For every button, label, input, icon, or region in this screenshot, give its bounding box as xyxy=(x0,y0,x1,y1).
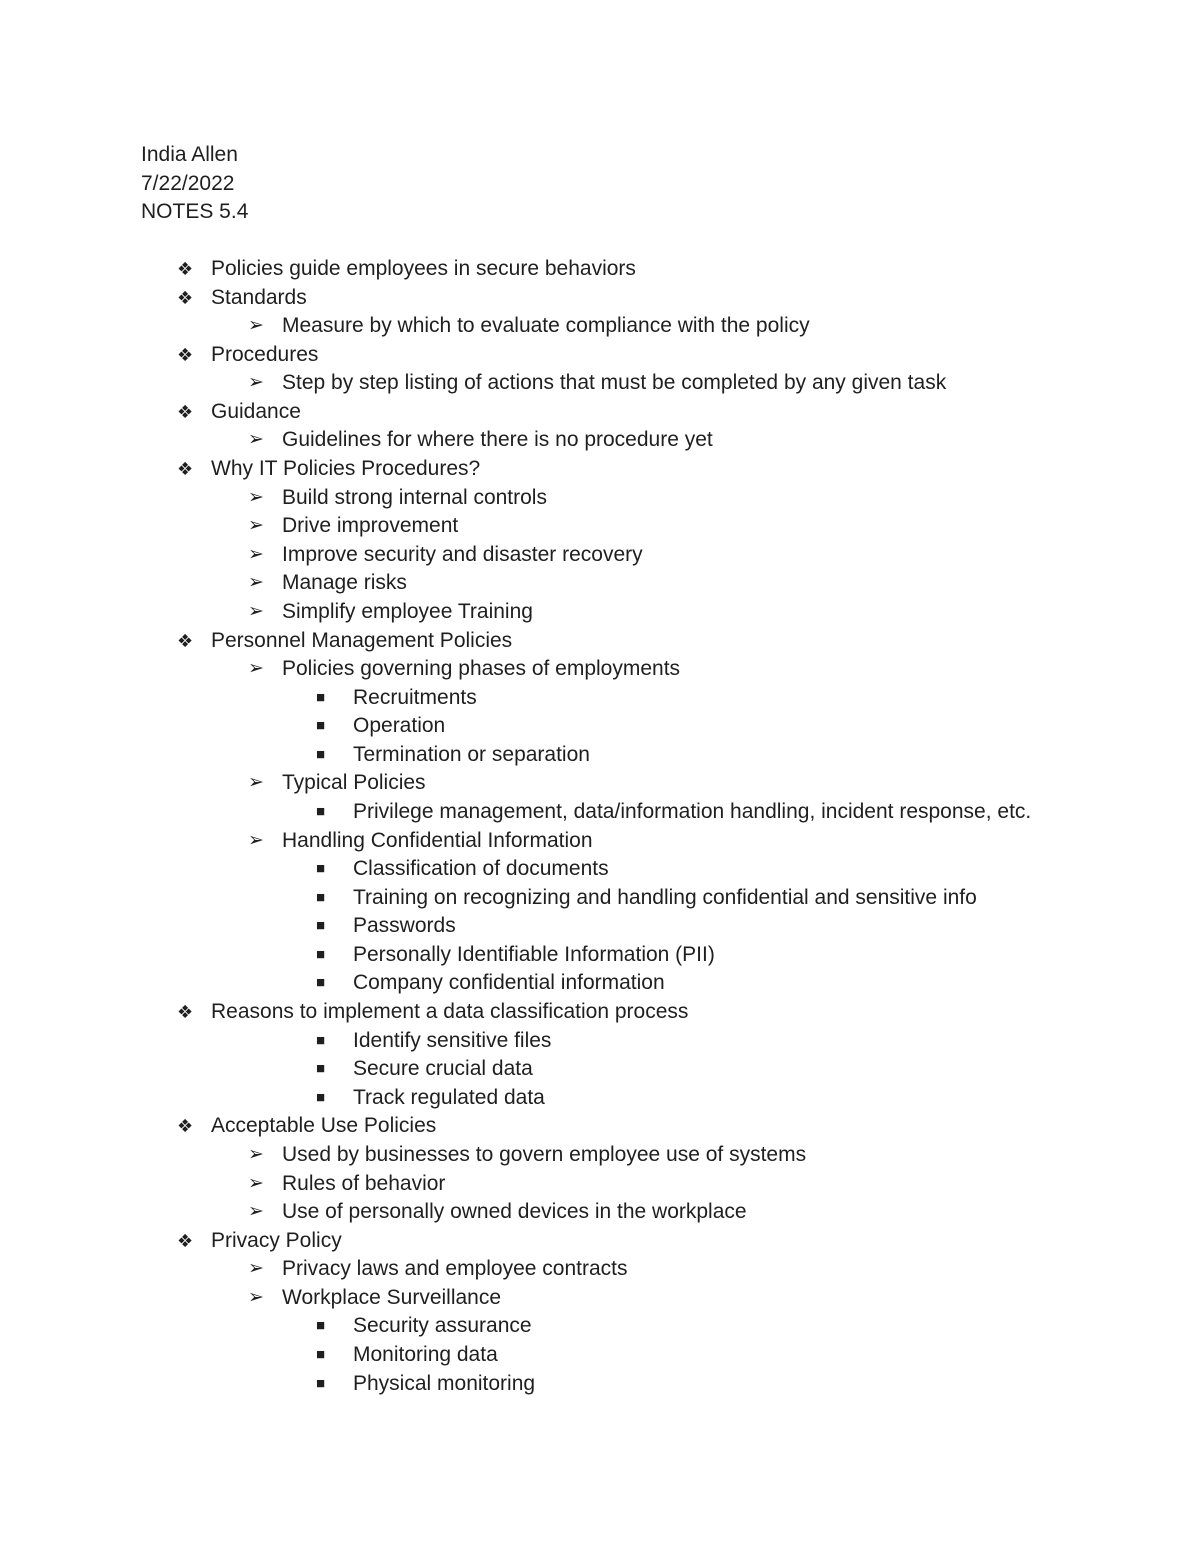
square-bullet-icon: ■ xyxy=(316,1345,326,1363)
outline-item-text: Measure by which to evaluate compliance with the policy xyxy=(282,314,810,338)
outline-item-level-1 xyxy=(0,455,1200,484)
arrow-bullet-icon: ➢ xyxy=(248,543,264,565)
outline-item-level-1 xyxy=(0,627,1200,656)
outline-item-text: Improve security and disaster recovery xyxy=(282,542,643,566)
outline-item-level-1 xyxy=(0,998,1200,1027)
outline-item-level-2 xyxy=(0,769,1200,798)
outline-item-text: Procedures xyxy=(211,342,319,366)
outline-item-level-2 xyxy=(0,426,1200,455)
outline-item-level-3 xyxy=(0,684,1200,713)
outline-item-level-3 xyxy=(0,1027,1200,1056)
outline-item-level-2 xyxy=(0,655,1200,684)
arrow-bullet-icon: ➢ xyxy=(248,1258,264,1280)
outline-item-text: Privacy laws and employee contracts xyxy=(282,1257,628,1281)
outline-item-text: Privilege management, data/information handling, incident response, etc. xyxy=(353,799,1032,823)
square-bullet-icon: ■ xyxy=(316,917,326,935)
square-bullet-icon: ■ xyxy=(316,745,326,763)
outline-item-text: Monitoring data xyxy=(353,1342,498,1366)
arrow-bullet-icon: ➢ xyxy=(248,772,264,794)
outline-item-text: Reasons to implement a data classification process xyxy=(211,1000,689,1024)
diamond-bullet-icon: ❖ xyxy=(177,1230,194,1251)
outline-item-text: Manage risks xyxy=(282,571,407,595)
outline-item-level-2 xyxy=(0,1198,1200,1227)
outline-item-level-1 xyxy=(0,398,1200,427)
outline-item-level-3 xyxy=(0,1341,1200,1370)
outline-item-text: Rules of behavior xyxy=(282,1171,446,1195)
outline-item-text: Classification of documents xyxy=(353,857,609,881)
arrow-bullet-icon: ➢ xyxy=(248,1172,264,1194)
outline-item-text: Training on recognizing and handling confidential and sensitive info xyxy=(353,885,977,909)
square-bullet-icon: ■ xyxy=(316,974,326,992)
outline-item-level-3 xyxy=(0,855,1200,884)
outline-item-level-3 xyxy=(0,712,1200,741)
arrow-bullet-icon: ➢ xyxy=(248,315,264,337)
outline-item-text: Passwords xyxy=(353,914,456,938)
outline-item-text: Why IT Policies Procedures? xyxy=(211,457,481,481)
arrow-bullet-icon: ➢ xyxy=(248,572,264,594)
diamond-bullet-icon: ❖ xyxy=(177,259,194,279)
outline-item-level-2 xyxy=(0,569,1200,598)
square-bullet-icon: ■ xyxy=(316,802,326,820)
outline-item-text: Handling Confidential Information xyxy=(282,828,593,852)
outline-item-text: Policies guide employees in secure behaviors xyxy=(211,257,636,280)
square-bullet-icon: ■ xyxy=(316,860,326,878)
outline-item-level-1 xyxy=(0,1227,1200,1256)
notes-outline xyxy=(0,255,1200,1398)
outline-item-text: Personally Identifiable Information (PII) xyxy=(353,942,715,966)
outline-item-text: Guidance xyxy=(211,399,301,423)
outline-item-level-1 xyxy=(0,1112,1200,1141)
diamond-bullet-icon: ❖ xyxy=(177,459,194,480)
document-title: NOTES 5.4 xyxy=(141,200,249,224)
outline-item-text: Recruitments xyxy=(353,685,477,709)
arrow-bullet-icon: ➢ xyxy=(248,658,264,680)
outline-item-level-3 xyxy=(0,969,1200,998)
outline-item-text: Use of personally owned devices in the workplace xyxy=(282,1200,747,1224)
diamond-bullet-icon: ❖ xyxy=(177,401,194,422)
outline-item-level-2 xyxy=(0,598,1200,627)
outline-item-level-3 xyxy=(0,941,1200,970)
arrow-bullet-icon: ➢ xyxy=(248,429,264,451)
arrow-bullet-icon: ➢ xyxy=(248,1286,264,1308)
outline-item-text: Company confidential information xyxy=(353,971,665,995)
outline-item-level-2 xyxy=(0,541,1200,570)
outline-item-text: Workplace Surveillance xyxy=(282,1285,502,1309)
outline-item-level-2 xyxy=(0,1284,1200,1313)
outline-item-level-2 xyxy=(0,1141,1200,1170)
outline-item-level-3 xyxy=(0,741,1200,770)
outline-item-level-2 xyxy=(0,1170,1200,1199)
square-bullet-icon: ■ xyxy=(316,888,326,906)
outline-item-text: Termination or separation xyxy=(353,742,590,766)
document-date: 7/22/2022 xyxy=(141,171,235,195)
outline-item-level-2 xyxy=(0,369,1200,398)
outline-item-text: Drive improvement xyxy=(282,514,459,538)
outline-item-level-2 xyxy=(0,312,1200,341)
square-bullet-icon: ■ xyxy=(316,1031,326,1049)
outline-item-text: Used by businesses to govern employee use of systems xyxy=(282,1142,807,1166)
outline-item-level-3 xyxy=(0,884,1200,913)
outline-item-text: Security assurance xyxy=(353,1314,532,1338)
outline-item-text: Personnel Management Policies xyxy=(211,628,513,652)
outline-item-level-1 xyxy=(0,255,1200,284)
outline-item-text: Operation xyxy=(353,714,446,738)
outline-item-text: Standards xyxy=(211,285,307,309)
outline-item-text: Secure crucial data xyxy=(353,1057,533,1081)
arrow-bullet-icon: ➢ xyxy=(248,1143,264,1165)
outline-item-level-3 xyxy=(0,912,1200,941)
outline-item-text: Physical monitoring xyxy=(353,1371,536,1395)
outline-item-level-2 xyxy=(0,484,1200,513)
outline-item-level-2 xyxy=(0,512,1200,541)
square-bullet-icon: ■ xyxy=(316,1060,326,1078)
square-bullet-icon: ■ xyxy=(316,717,326,735)
diamond-bullet-icon: ❖ xyxy=(177,1002,194,1023)
square-bullet-icon: ■ xyxy=(316,688,326,706)
square-bullet-icon: ■ xyxy=(316,945,326,963)
outline-item-text: Typical Policies xyxy=(282,771,426,795)
outline-item-level-3 xyxy=(0,798,1200,827)
outline-item-level-1 xyxy=(0,341,1200,370)
arrow-bullet-icon: ➢ xyxy=(248,829,264,851)
outline-item-level-3 xyxy=(0,1084,1200,1113)
square-bullet-icon: ■ xyxy=(316,1317,326,1335)
outline-item-text: Step by step listing of actions that must be completed by any given task xyxy=(282,371,947,395)
outline-item-text: Track regulated data xyxy=(353,1085,545,1109)
outline-item-text: Acceptable Use Policies xyxy=(211,1114,437,1138)
square-bullet-icon: ■ xyxy=(316,1374,326,1392)
document-header xyxy=(141,141,248,227)
arrow-bullet-icon: ➢ xyxy=(248,515,264,537)
outline-item-level-3 xyxy=(0,1312,1200,1341)
outline-item-level-3 xyxy=(0,1370,1200,1399)
arrow-bullet-icon: ➢ xyxy=(248,372,264,394)
arrow-bullet-icon: ➢ xyxy=(248,486,264,508)
outline-item-level-3 xyxy=(0,1055,1200,1084)
outline-item-text: Guidelines for where there is no procedure yet xyxy=(282,428,713,452)
author-name: India Allen xyxy=(141,143,238,166)
diamond-bullet-icon: ❖ xyxy=(177,630,194,651)
outline-item-level-1 xyxy=(0,284,1200,313)
diamond-bullet-icon: ❖ xyxy=(177,1116,194,1137)
diamond-bullet-icon: ❖ xyxy=(177,344,194,365)
square-bullet-icon: ■ xyxy=(316,1088,326,1106)
outline-item-text: Build strong internal controls xyxy=(282,485,547,509)
outline-item-text: Identify sensitive files xyxy=(353,1028,552,1052)
outline-item-level-2 xyxy=(0,1255,1200,1284)
outline-item-text: Simplify employee Training xyxy=(282,599,533,623)
outline-item-text: Privacy Policy xyxy=(211,1228,342,1252)
diamond-bullet-icon: ❖ xyxy=(177,287,194,308)
arrow-bullet-icon: ➢ xyxy=(248,600,264,622)
outline-item-text: Policies governing phases of employments xyxy=(282,657,681,681)
arrow-bullet-icon: ➢ xyxy=(248,1201,264,1223)
outline-item-level-2 xyxy=(0,827,1200,856)
